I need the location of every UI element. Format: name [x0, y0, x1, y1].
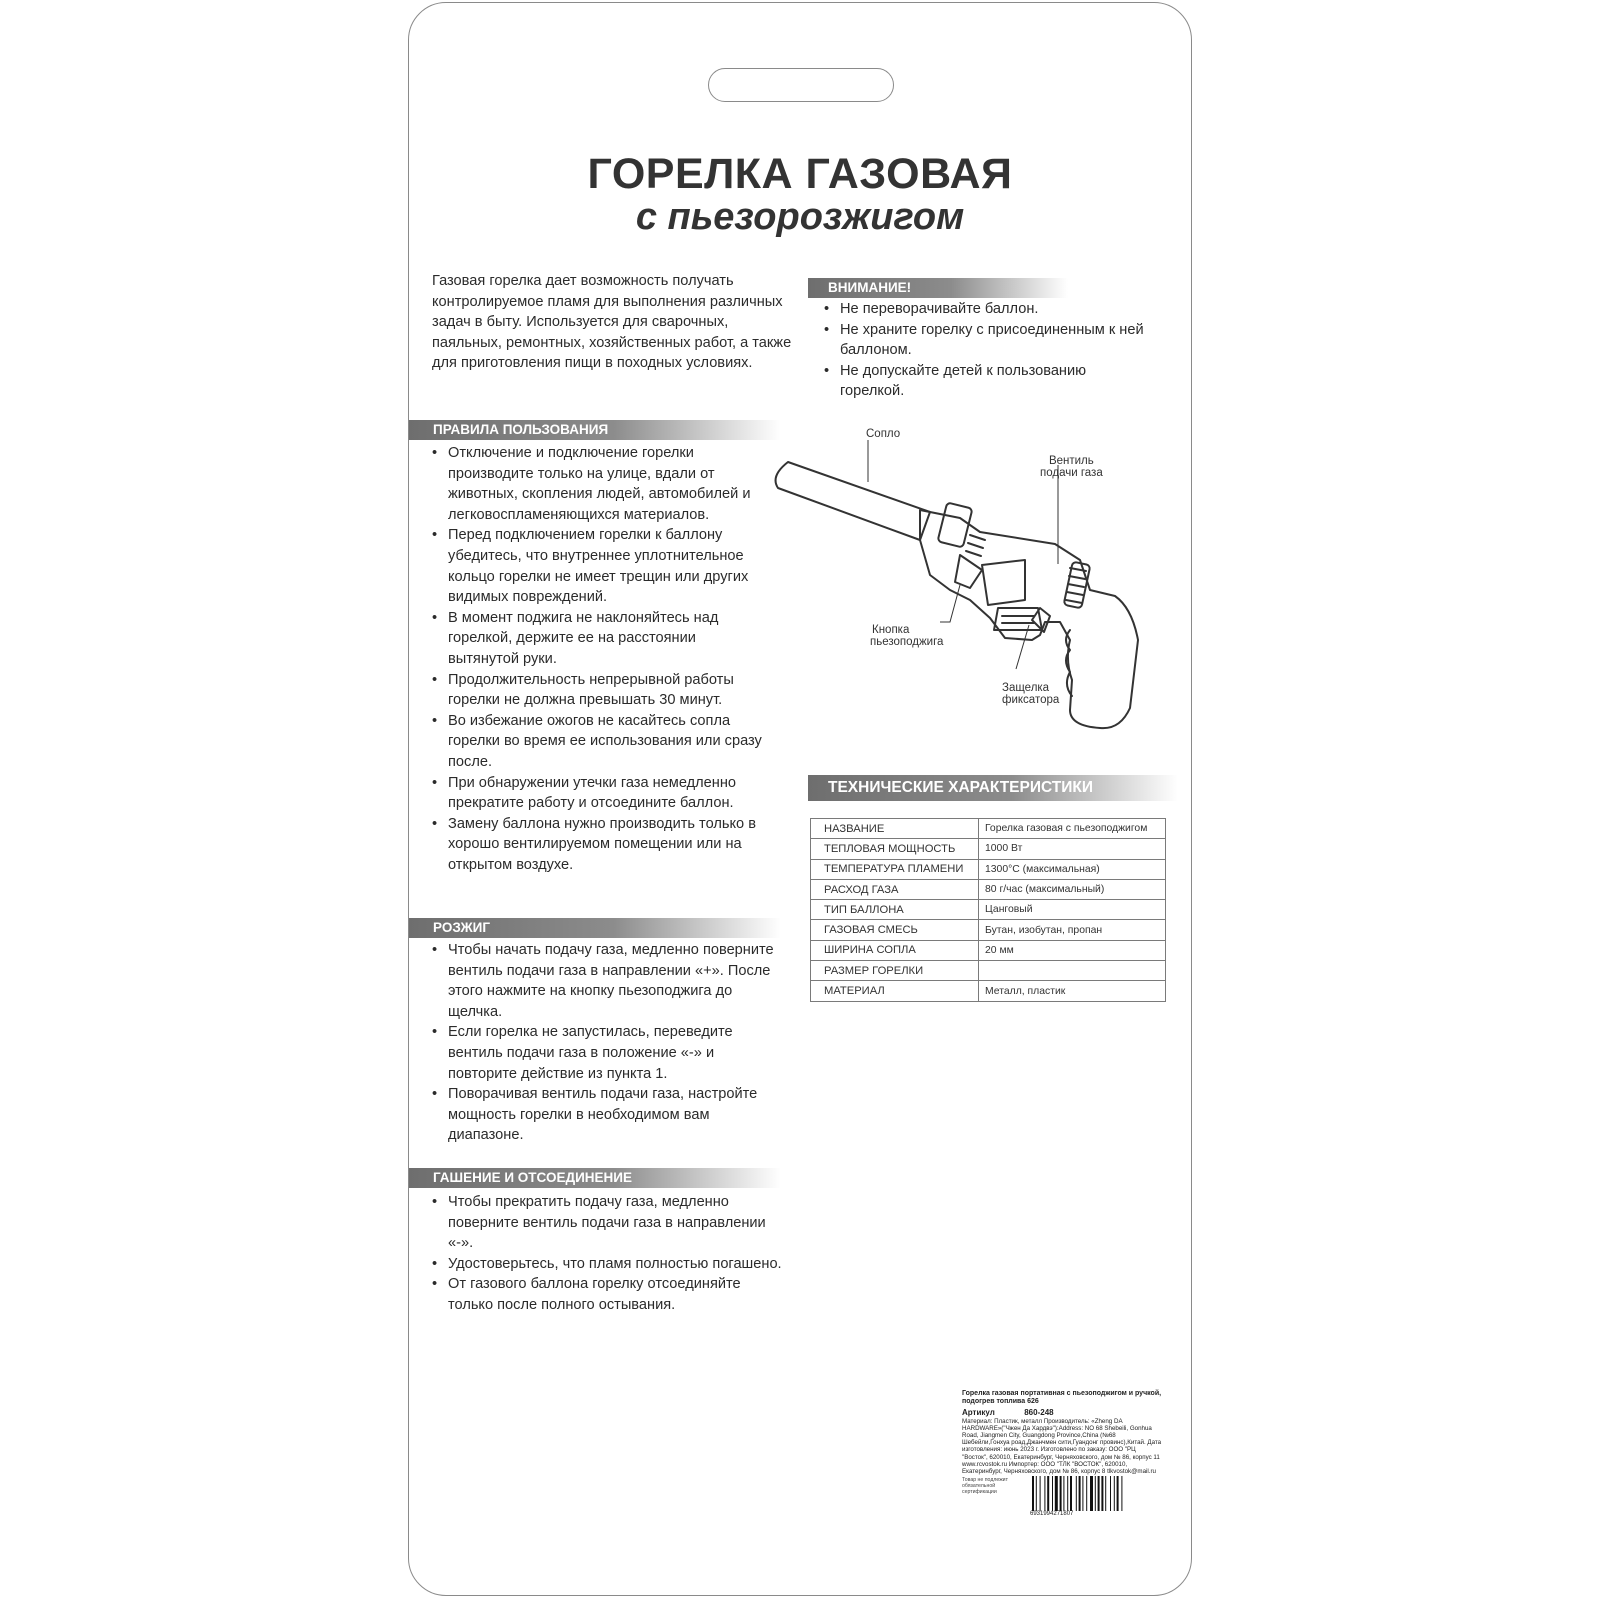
barcode-bar — [1040, 1476, 1041, 1511]
spec-value: 80 г/час (максимальный) — [979, 879, 1166, 899]
barcode-bar — [1114, 1476, 1115, 1511]
spec-key: МАТЕРИАЛ — [811, 981, 979, 1001]
table-row — [811, 879, 1166, 899]
list-item: • Чтобы прекратить подачу газа, медленно поверните вентиль подачи газа в направлении «-». — [432, 1192, 782, 1254]
warning-heading: ВНИМАНИЕ! — [808, 278, 1068, 298]
list-item: • Не храните горелку с присоединенным к ней баллоном. — [824, 320, 1154, 361]
list-item: • Отключение и подключение горелки производите только на улице, вдали от животных, скопления людей, автомобилей и легковоспламеняющихся материалов. — [432, 443, 764, 525]
spec-key: ТЕМПЕРАТУРА ПЛАМЕНИ — [811, 859, 979, 879]
barcode-bar — [1044, 1476, 1045, 1511]
barcode-bar — [1036, 1476, 1037, 1511]
list-item: • Замену баллона нужно производить только в хорошо вентилируемом помещении или на открытом воздухе. — [432, 814, 764, 876]
spec-key: ТЕПЛОВАЯ МОЩНОСТЬ — [811, 839, 979, 859]
barcode-bar — [1098, 1476, 1100, 1511]
label-latch — [1002, 682, 1059, 706]
spec-key: РАСХОД ГАЗА — [811, 879, 979, 899]
specs-table — [810, 818, 1166, 1002]
spec-value: 1000 Вт — [979, 839, 1166, 859]
table-row — [811, 839, 1166, 859]
list-item: • Не переворачивайте баллон. — [824, 299, 1154, 320]
label-valve — [1040, 455, 1103, 479]
spec-value: Цанговый — [979, 900, 1166, 920]
barcode-image — [1030, 1476, 1150, 1511]
barcode-bar — [1090, 1476, 1093, 1511]
spec-value: Горелка газовая с пьезоподжигом — [979, 819, 1166, 839]
table-row — [811, 940, 1166, 960]
barcode-bar — [1086, 1476, 1087, 1511]
list-item: • Перед подключением горелки к баллону убедитесь, что внутреннее уплотнительное кольцо горелки не имеет трещин или других видимых повреждений. — [432, 525, 764, 607]
list-item: • Поворачивая вентиль подачи газа, настройте мощность горелки в необходимом вам диапазоне. — [432, 1084, 782, 1146]
table-row — [811, 981, 1166, 1001]
label-valve-line1: Вентиль — [1048, 455, 1094, 467]
barcode-bar — [1076, 1476, 1077, 1511]
list-item: • Удостоверьтесь, что пламя полностью погашено. — [432, 1254, 782, 1275]
spec-key: ГАЗОВАЯ СМЕСЬ — [811, 920, 979, 940]
barcode-bar — [1105, 1476, 1106, 1511]
shutdown-heading: ГАШЕНИЕ И ОТСОЕДИНЕНИЕ — [409, 1168, 781, 1188]
barcode-bar — [1110, 1476, 1111, 1511]
barcode-bar — [1082, 1476, 1083, 1511]
table-row — [811, 819, 1166, 839]
barcode-bar — [1047, 1476, 1049, 1511]
barcode-bar — [1121, 1476, 1122, 1511]
rules-list — [432, 443, 764, 875]
barcode-number: 6931994271807 — [1030, 1511, 1074, 1517]
barcode-bar — [1063, 1476, 1064, 1511]
list-item: • Продолжительность непрерывной работы горелки не должна превышать 30 минут. — [432, 670, 764, 711]
barcode-bar — [1117, 1476, 1119, 1511]
barcode-bar — [1067, 1476, 1068, 1511]
barcode-bar — [1079, 1476, 1081, 1511]
label-product-name: Горелка газовая портативная с пьезоподжигом и ручкой, подогрев топлива 626 — [962, 1390, 1162, 1405]
list-item: • Если горелка не запустилась, переведите вентиль подачи газа в положение «-» и повторите действие из пункта 1. — [432, 1022, 782, 1084]
list-item: • В момент поджига не наклоняйтесь над горелкой, держите ее на расстоянии вытянутой руки. — [432, 608, 764, 670]
table-row — [811, 859, 1166, 879]
burner-diagram — [770, 440, 1170, 750]
list-item: • Во избежание ожогов не касайтесь сопла горелки во время ее использования или сразу после. — [432, 711, 764, 773]
label-article — [962, 1409, 1162, 1416]
label-button — [870, 624, 943, 648]
barcode-bar — [1070, 1476, 1072, 1511]
barcode-bar — [1095, 1476, 1096, 1511]
barcode-bar — [1060, 1476, 1062, 1511]
article-label: Артикул — [962, 1408, 995, 1417]
spec-value: 1300°С (максимальная) — [979, 859, 1166, 879]
intro-text: Газовая горелка дает возможность получать контролируемое пламя для выполнения различных задач в быту. Используется для сварочных, паяльных, ремонтных, хозяйственных работ, а также для приготовления пищи в походных условиях. — [432, 273, 792, 372]
warning-list — [824, 299, 1154, 402]
barcode-bar — [1055, 1476, 1058, 1511]
shutdown-list — [432, 1192, 782, 1316]
label-button-line2: пьезоподжига — [870, 636, 944, 648]
product-subtitle: с пьезорозжигом — [635, 196, 965, 238]
barcode-bar — [1101, 1476, 1103, 1511]
label-latch-line1: Защелка — [1002, 682, 1050, 694]
barcode-bar — [1032, 1476, 1034, 1511]
article-value: 860-248 — [1024, 1408, 1054, 1417]
table-row — [811, 900, 1166, 920]
hang-hole — [708, 68, 894, 102]
spec-key: ШИРИНА СОПЛА — [811, 940, 979, 960]
ignition-heading: РОЗЖИГ — [409, 918, 781, 938]
product-label — [962, 1390, 1162, 1475]
rules-heading: ПРАВИЛА ПОЛЬЗОВАНИЯ — [409, 420, 781, 440]
spec-key: ТИП БАЛЛОНА — [811, 900, 979, 920]
spec-value: Бутан, изобутан, пропан — [979, 920, 1166, 940]
label-details: Материал: Пластик, металл Производитель: «Zheng DA HARDWARE»("Чжен Да Хардвэ"):Address: NO 68 Shebeili, Gonhua Road, Jiangmen City, Guangdong Province,China (№68 Шебейли,Гонхуа роад,Джанчмен сити,Гуандонг провинс),Китай. Дата изготовления: июнь 2023 г. Изготовлено по заказу: ООО "РЦ "Восток", 620010, Екатеринбург, Черняховского, дом № 86, корпус 11 www.rcvostok.ru Импортер: ООО "ТЛК "ВОСТОК", 620010, Екатеринбург, Черняховского, дом № 86, корпус 8 tlkvostok@mail.ru — [962, 1418, 1162, 1475]
label-valve-line2: подачи газа — [1040, 467, 1103, 479]
list-item: • При обнаружении утечки газа немедленно прекратите работу и отсоедините баллон. — [432, 773, 764, 814]
spec-key: РАЗМЕР ГОРЕЛКИ — [811, 961, 979, 981]
spec-value: Металл, пластик — [979, 981, 1166, 1001]
label-nozzle: Сопло — [866, 428, 901, 440]
list-item: • Чтобы начать подачу газа, медленно поверните вентиль подачи газа в направлении «+». После этого нажмите на кнопку пьезоподжига до щелчка. — [432, 940, 782, 1022]
spec-value: 20 мм — [979, 940, 1166, 960]
label-button-line1: Кнопка — [872, 624, 910, 636]
no-certification-note: Товар не подлежит обязательной сертификации — [962, 1477, 1008, 1495]
list-item: • От газового баллона горелку отсоединяйте только после полного остывания. — [432, 1274, 782, 1315]
list-item: • Не допускайте детей к пользованию горелкой. — [824, 361, 1154, 402]
table-row — [811, 961, 1166, 981]
barcode-bar — [1052, 1476, 1053, 1511]
specs-heading: ТЕХНИЧЕСКИЕ ХАРАКТЕРИСТИКИ — [808, 775, 1178, 801]
spec-value — [979, 961, 1166, 981]
ignition-list — [432, 940, 782, 1146]
spec-key: НАЗВАНИЕ — [811, 819, 979, 839]
label-latch-line2: фиксатора — [1002, 694, 1060, 706]
product-title: ГОРЕЛКА ГАЗОВАЯ — [587, 150, 1013, 198]
table-row — [811, 920, 1166, 940]
